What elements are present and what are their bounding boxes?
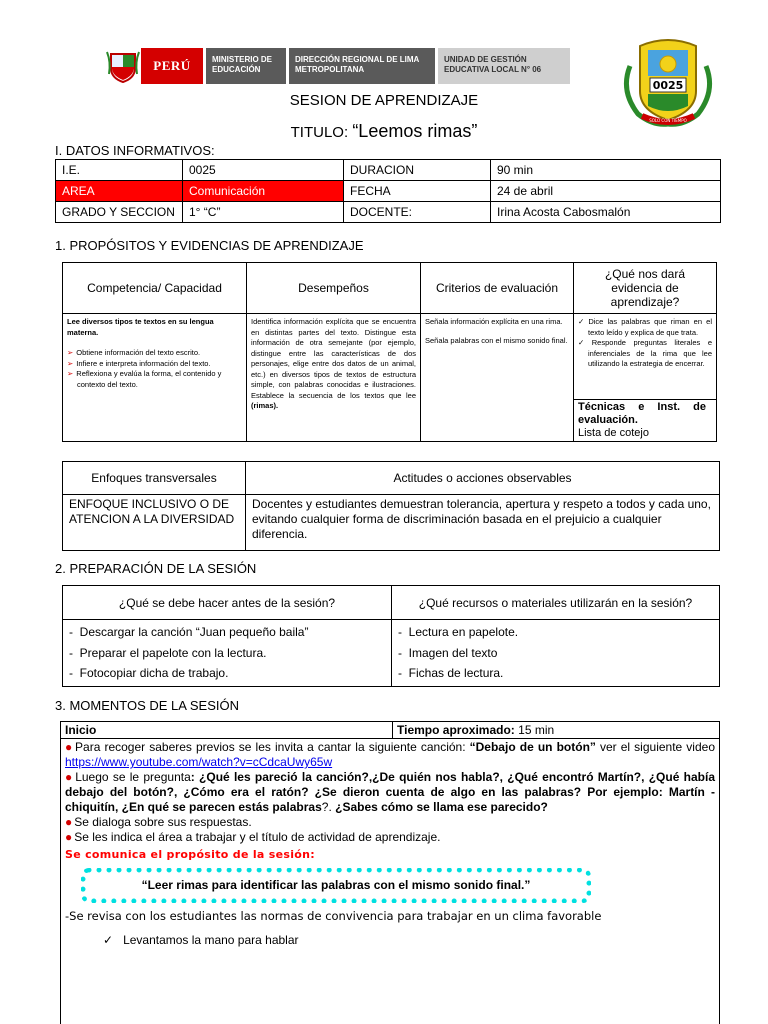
tiempo-cell [393, 722, 720, 739]
inicio-body [61, 739, 720, 1024]
preparacion-heading: 2. PREPARACIÓN DE LA SESIÓN [55, 561, 257, 576]
bullet-icon: ● [65, 770, 74, 784]
tiempo-value: 15 min [518, 723, 555, 737]
col-competencia: Competencia/ Capacidad [63, 263, 247, 314]
desempeno-cell [247, 314, 421, 442]
evidencia-item: ✓ Dice las palabras que riman en el texto leído y explica de que trata. [578, 317, 712, 337]
propositos-heading: 1. PROPÓSITOS Y EVIDENCIAS DE APRENDIZAJE [55, 238, 364, 253]
bullet-icon: ● [65, 740, 74, 754]
duracion-value: 90 min [491, 160, 721, 181]
table-header-row [63, 586, 720, 620]
bullet-icon: ● [65, 815, 73, 829]
col-criterios: Criterios de evaluación [421, 263, 574, 314]
list-item: - Preparar el papelote con la lectura. [69, 645, 267, 660]
list-item: - Fotocopiar dicha de trabajo. [69, 666, 229, 680]
docente-label: DOCENTE: [344, 202, 491, 223]
peru-label: PERÚ [141, 48, 203, 84]
criterio-2: Señala palabras con el mismo sonido final. [425, 335, 568, 345]
tecnicas-cell [574, 400, 717, 442]
enfoques-table [62, 461, 720, 551]
fecha-value: 24 de abril [491, 181, 721, 202]
docente-value: Irina Acosta Cabosmalón [491, 202, 721, 223]
recursos-cell [392, 620, 720, 687]
col-antes: ¿Qué se debe hacer antes de la sesión? [63, 586, 392, 620]
evidencia-cell [574, 314, 717, 400]
government-header [105, 48, 570, 84]
capacidad-item: ➢ Infiere e interpreta información del texto. [67, 358, 211, 368]
school-crest-icon [618, 36, 718, 128]
svg-text:SOLO CON TIEMPO: SOLO CON TIEMPO [649, 118, 687, 123]
ie-label: I.E. [56, 160, 183, 181]
session-title: SESION DE APRENDIZAJE [289, 92, 479, 109]
momentos-table [60, 721, 720, 1024]
propositos-table [62, 262, 717, 442]
col-actitudes: Actitudes o acciones observables [246, 462, 720, 495]
competencia-text: Lee diversos tipos te textos en su lengua materna. [67, 317, 214, 337]
duracion-label: DURACION [344, 160, 491, 181]
checkmark-icon: ✓ [103, 933, 114, 947]
peru-shield-icon [105, 48, 141, 84]
criterio-1: Señala información explícita en una rima. [425, 317, 563, 326]
ugel-label: UNIDAD DE GESTIÓN EDUCATIVA LOCAL N° 06 [438, 48, 570, 84]
datos-heading: I. DATOS INFORMATIVOS: [55, 143, 215, 158]
ministerio-label: MINISTERIO DE EDUCACIÓN [206, 48, 286, 84]
table-header-row [63, 263, 717, 314]
desempeno-text: Identifica información explícita que se encuentra en distintas partes del texto. Distingue esta información de otra semejante (por ejemplo, distingue entre las características de dos personajes, elige entre dos datos de un animal, etc.) en diversos tipos de textos de estructura simple, con palabras conocidas e ilustraciones. Establece la secuencia de los textos que lee [251, 317, 416, 400]
desempeno-bold: (rimas). [251, 401, 279, 410]
checkmark-icon: ✓ [578, 338, 590, 347]
table-header-row [63, 462, 720, 495]
table-row [63, 314, 717, 400]
direccion-label: DIRECCIÓN REGIONAL DE LIMA METROPOLITANA [289, 48, 435, 84]
ie-value: 0025 [183, 160, 344, 181]
arrow-icon: ➢ [67, 358, 74, 368]
momentos-heading: 3. MOMENTOS DE LA SESIÓN [55, 698, 239, 713]
table-row [63, 620, 720, 687]
col-desempenos: Desempeños [247, 263, 421, 314]
fecha-label: FECHA [344, 181, 491, 202]
table-header-row [61, 722, 720, 739]
arrow-icon: ➢ [67, 348, 74, 357]
lesson-title-name: “Leemos rimas” [352, 121, 478, 141]
lesson-title-label: TITULO: [290, 124, 353, 141]
svg-text:0025: 0025 [652, 79, 684, 92]
col-enfoques: Enfoques transversales [63, 462, 246, 495]
tecnicas-value: Lista de cotejo [578, 427, 649, 439]
antes-cell [63, 620, 392, 687]
actitud-value: Docentes y estudiantes demuestran tolerancia, apertura y respeto a todos y cada uno, evitando cualquier forma de discriminación basada en el prejuicio a cualquier diferencia. [246, 495, 720, 551]
bullet-icon: ● [65, 830, 73, 844]
preparacion-table [62, 585, 720, 687]
col-evidencia: ¿Qué nos dará evidencia de aprendizaje? [574, 263, 717, 314]
list-item: ✓ Levantamos la mano para hablar [103, 933, 299, 947]
video-link[interactable]: https://www.youtube.com/watch?v=cCdcaUwy65w [65, 755, 333, 769]
lesson-title [0, 121, 768, 142]
list-item: - Descargar la canción “Juan pequeño baila” [69, 625, 309, 639]
checkmark-icon: ✓ [578, 317, 587, 326]
list-item: - Imagen del texto [398, 645, 498, 660]
arrow-icon: ➢ [67, 369, 74, 378]
list-item: - Lectura en papelote. [398, 625, 519, 639]
table-row [56, 160, 721, 181]
inicio-label: Inicio [61, 722, 393, 739]
list-item: ● Para recoger saberes previos se les invita a cantar la siguiente canción: “Debajo de un botón” ver el siguiente video https://www.youtube.com/watch?v=cCdcaUwy65w [65, 740, 715, 769]
enfoque-value: ENFOQUE INCLUSIVO O DE ATENCION A LA DIVERSIDAD [63, 495, 246, 551]
table-row [56, 202, 721, 223]
area-label: AREA [56, 181, 183, 202]
proposito-label: Se comunica el propósito de la sesión: [65, 848, 315, 861]
col-recursos: ¿Qué recursos o materiales utilizarán en la sesión? [392, 586, 720, 620]
criterios-cell [421, 314, 574, 442]
grado-value: 1° “C” [183, 202, 344, 223]
table-row [61, 739, 720, 1024]
list-item: ● Se les indica el área a trabajar y el título de actividad de aprendizaje. [65, 830, 441, 844]
tecnicas-label: Técnicas e Inst. de evaluación. [578, 401, 706, 426]
table-row [63, 495, 720, 551]
competencia-cell [63, 314, 247, 442]
tiempo-label: Tiempo aproximado: [397, 723, 515, 737]
capacidad-item: ➢ Obtiene información del texto escrito. [67, 348, 201, 357]
capacidad-item: ➢ Reflexiona y evalúa la forma, el contenido y contexto del texto. [67, 369, 222, 389]
evidencia-item: ✓ Responde preguntas literales e inferenciales de la rima que lee utilizando la estrategia de encerrar. [578, 338, 712, 368]
list-item: - Fichas de lectura. [398, 666, 504, 680]
area-value: Comunicación [183, 181, 344, 202]
table-row [56, 181, 721, 202]
grado-label: GRADO Y SECCION [56, 202, 183, 223]
list-item: ● Luego se le pregunta: ¿Qué les pareció la canción?,¿De quién nos habla?, ¿Qué encontró Martín?, ¿Qué había debajo del botón?, ¿Cómo era el ratón? ¿Se dieron cuenta de algo en las palabras? Por ejemplo: Martín - chiquitín, ¿En qué se parecen estás palabras?. ¿Sabes cómo se llama ese parecido? [65, 770, 716, 814]
list-item: ● Se dialoga sobre sus respuestas. [65, 815, 252, 829]
normas-text: -Se revisa con los estudiantes las normas de convivencia para trabajar en un clima favorable [65, 909, 602, 923]
proposito-box: “Leer rimas para identificar las palabras con el mismo sonido final.” [81, 868, 591, 903]
datos-table [55, 159, 721, 223]
